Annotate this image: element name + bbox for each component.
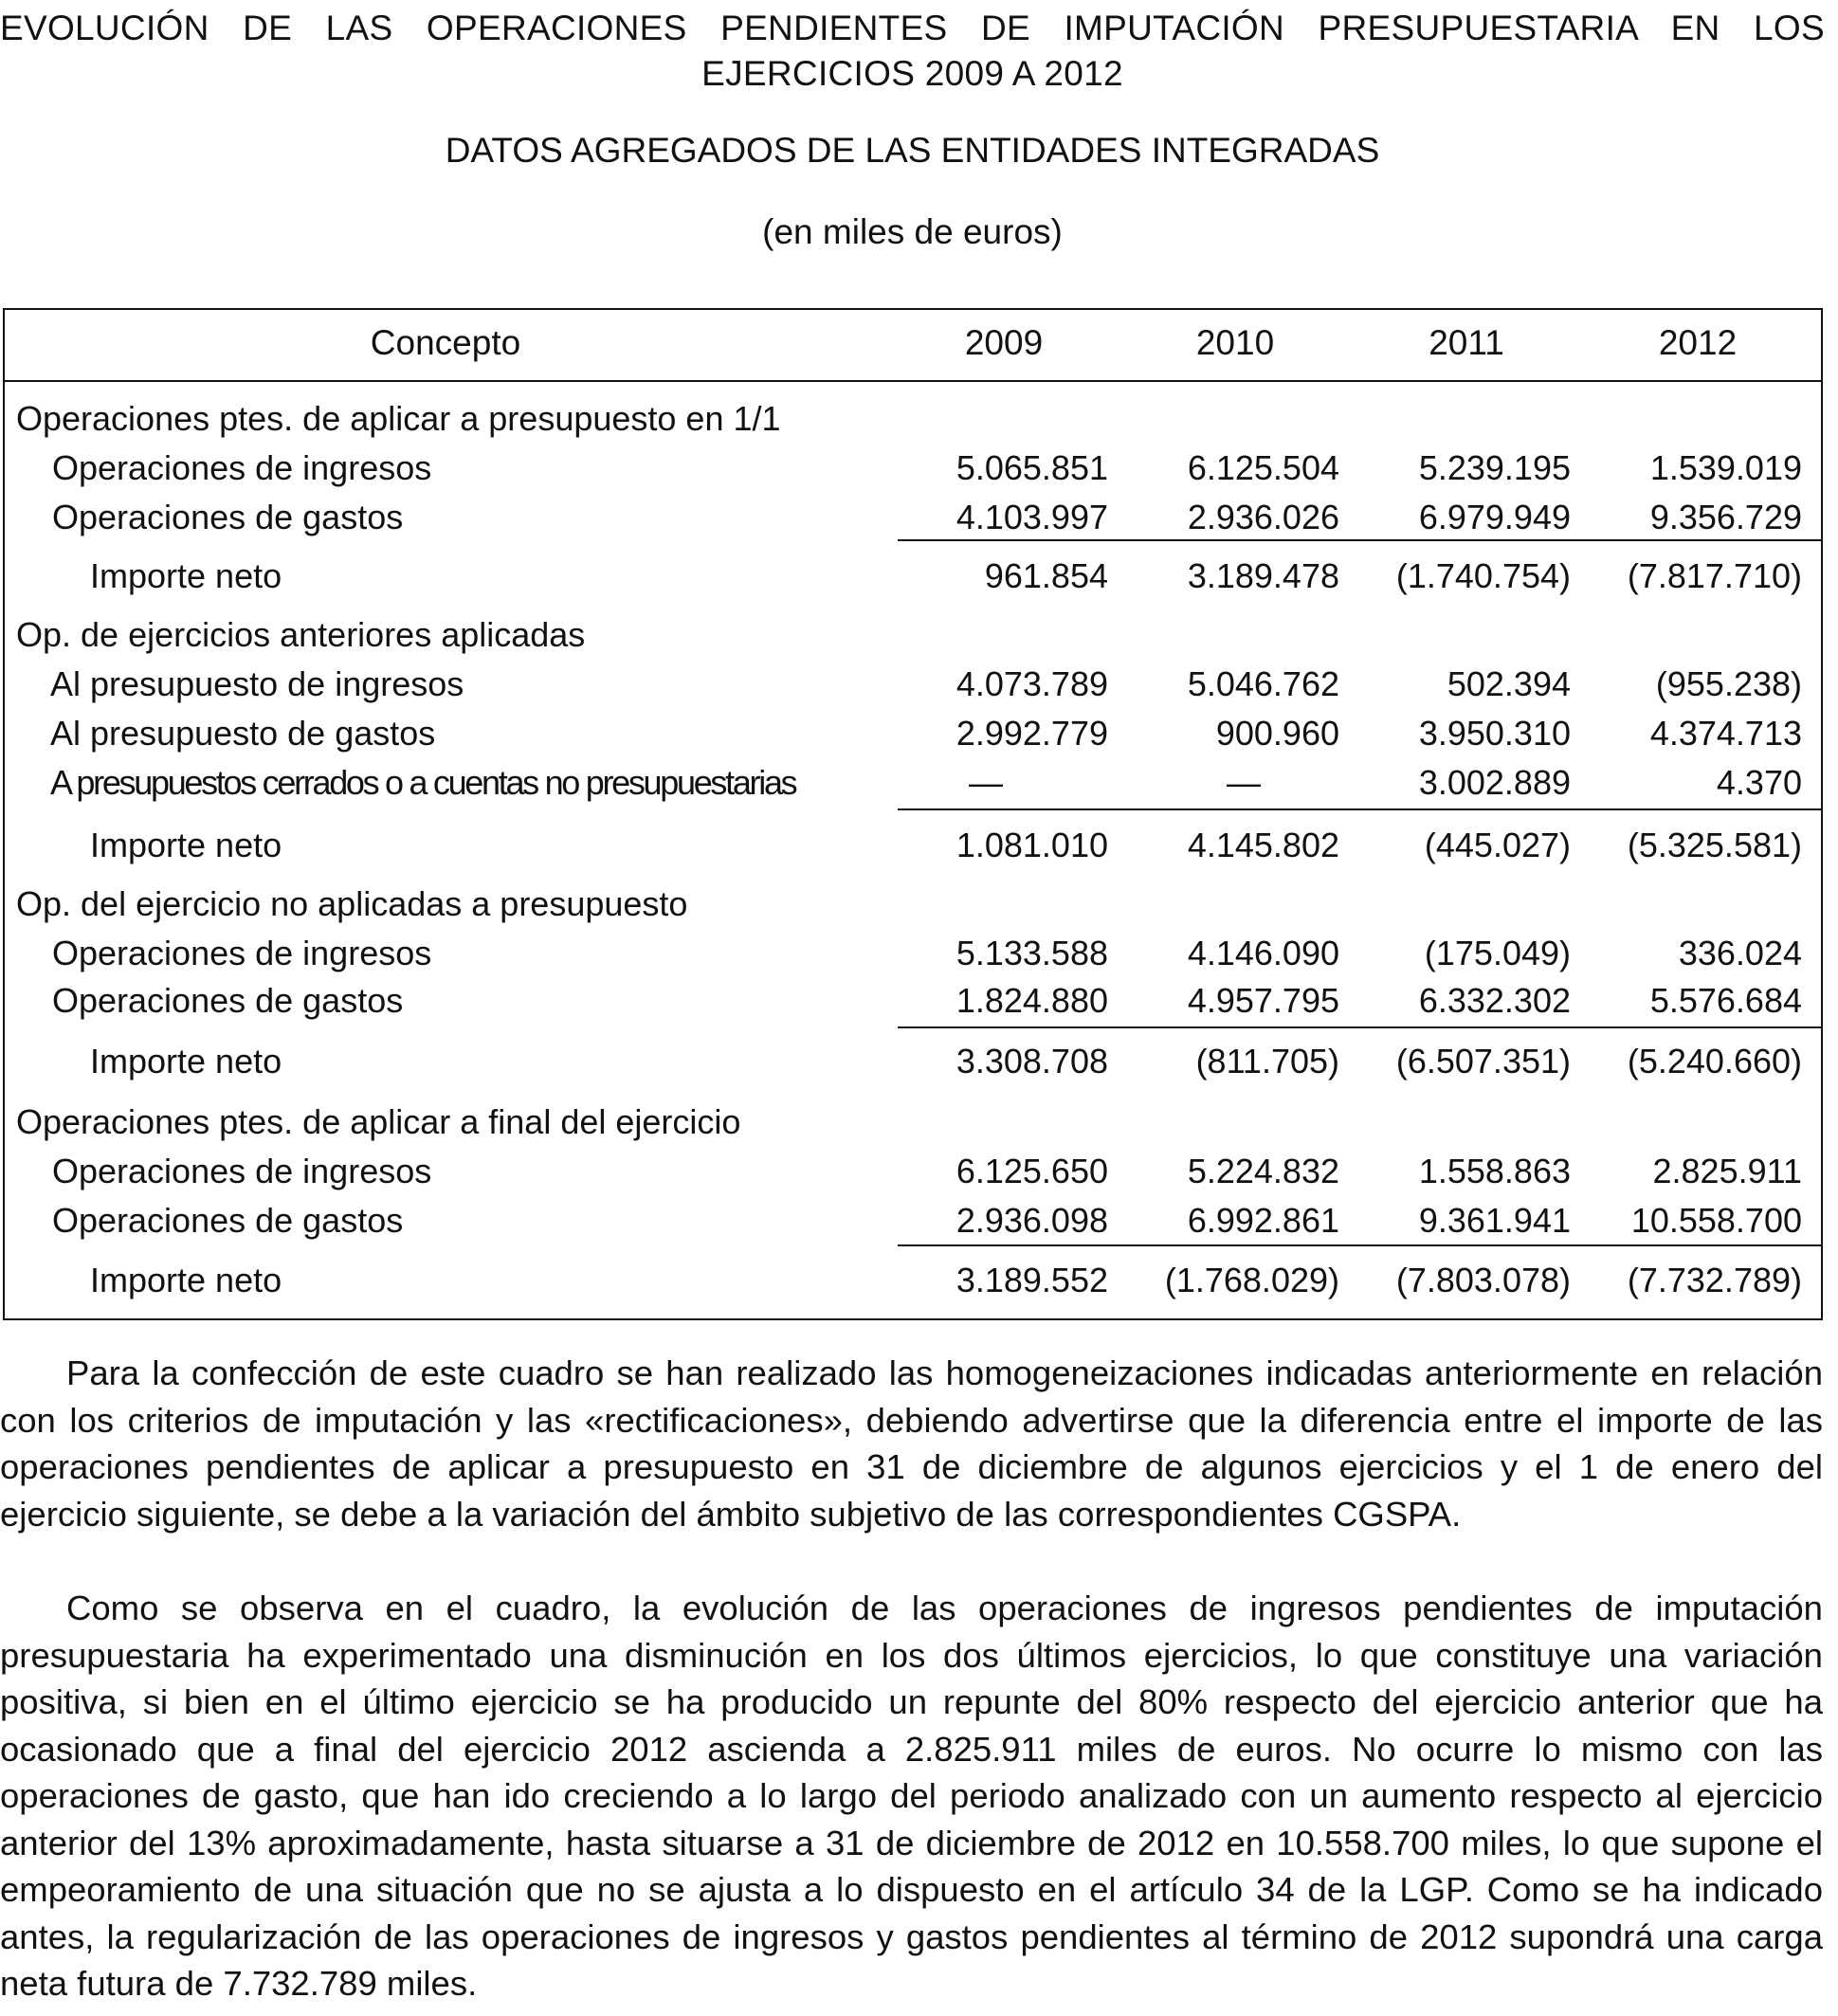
- cell-2010: 2.936.026: [1187, 498, 1339, 536]
- cell-2012: (5.240.660): [1627, 1042, 1802, 1081]
- cell-2012: (7.817.710): [1627, 556, 1802, 595]
- cell-2011: 502.394: [1447, 664, 1571, 703]
- table-row: [5, 714, 1821, 763]
- cell-2009: —: [969, 763, 1003, 802]
- table-row-section: [5, 615, 1821, 664]
- cell-2011: 6.979.949: [1418, 498, 1571, 536]
- header-concepto: Concepto: [370, 323, 521, 362]
- cell-2012: 2.825.911: [1652, 1152, 1802, 1190]
- table-row-section: [5, 884, 1821, 934]
- table-row: [5, 448, 1821, 498]
- body-paragraph: Para la confección de este cuadro se han realizado las homogeneizaciones indicadas anteriormente en relación con los criterios de imputación y las «rectificaciones», debiendo advertirse que la diferencia entre el importe de las operaciones pendientes de aplicar a presupuesto en 31 de diciembre de algunos ejercicios y el 1 de enero del ejercicio siguiente, se debe a la variación del ámbito subjetivo de las correspondientes CGSPA.: [0, 1353, 1823, 1534]
- row-label: Operaciones de ingresos: [52, 934, 432, 972]
- subtotal-rule: [898, 539, 1823, 541]
- subtotal-rule: [898, 1244, 1823, 1246]
- cell-2010: —: [1227, 763, 1261, 802]
- row-label: Operaciones ptes. de aplicar a final del ejercicio: [16, 1102, 741, 1141]
- cell-2011: (175.049): [1424, 934, 1571, 972]
- row-label: Operaciones de ingresos: [52, 1152, 432, 1190]
- table-row: [5, 763, 1821, 812]
- cell-2010: (811.705): [1195, 1042, 1339, 1081]
- row-label: Operaciones ptes. de aplicar a presupuesto en 1/1: [16, 399, 781, 438]
- body-paragraph: Como se observa en el cuadro, la evolución de las operaciones de ingresos pendientes de imputación presupuestaria ha experimentado una disminución en los dos últimos ejercicios, lo que constituye una variación positiva, si bien en el último ejercicio se ha producido un repunte del 80% respecto del ejercicio anterior que ha ocasionado que a final del ejercicio 2012 ascienda a 2.825.911 miles de euros. No ocurre lo mismo con las operaciones de gasto, que han ido creciendo a lo largo del periodo analizado con un aumento respecto al ejercicio anterior del 13% aproximadamente, hasta situarse a 31 de diciembre de 2012 en 10.558.700 miles, lo que supone el empeoramiento de una situación que no se ajusta a lo dispuesto en el artículo 34 de la LGP. Como se ha indicado antes, la regularización de las operaciones de ingresos y gastos pendientes al término de 2012 supondrá una carga neta futura de 7.732.789 miles.: [0, 1589, 1823, 2003]
- row-label: Operaciones de gastos: [52, 1201, 404, 1240]
- table-row-section: [5, 1102, 1821, 1152]
- subtotal-rule: [898, 1026, 1823, 1028]
- row-label: Al presupuesto de ingresos: [50, 664, 464, 703]
- table-row: [5, 1201, 1821, 1250]
- cell-2010: (1.768.029): [1164, 1261, 1339, 1299]
- cell-2012: 10.558.700: [1630, 1201, 1802, 1240]
- table-row-section: [5, 399, 1821, 448]
- cell-2012: 336.024: [1678, 934, 1802, 972]
- cell-2011: 5.239.195: [1418, 448, 1571, 487]
- header-divider: [5, 380, 1821, 382]
- cell-2009: 961.854: [984, 556, 1108, 595]
- cell-2009: 3.308.708: [955, 1042, 1108, 1081]
- cell-2010: 4.957.795: [1187, 981, 1339, 1020]
- row-label: Op. del ejercicio no aplicadas a presupuesto: [16, 884, 688, 923]
- cell-2011: (1.740.754): [1395, 556, 1571, 595]
- cell-2009: 5.065.851: [955, 448, 1108, 487]
- table-row-total: [5, 1042, 1821, 1091]
- subtotal-rule: [898, 808, 1823, 810]
- header-2010: 2010: [1195, 323, 1275, 362]
- row-label: Al presupuesto de gastos: [50, 714, 436, 753]
- cell-2009: 2.936.098: [955, 1201, 1108, 1240]
- table-row: [5, 1152, 1821, 1201]
- cell-2011: (6.507.351): [1395, 1042, 1571, 1081]
- cell-2011: 3.002.889: [1418, 763, 1571, 802]
- table-row: [5, 664, 1821, 714]
- cell-2009: 4.103.997: [955, 498, 1108, 536]
- table-row: [5, 934, 1821, 983]
- row-label: Operaciones de ingresos: [52, 448, 432, 487]
- header-2009: 2009: [964, 323, 1044, 362]
- table-row-total: [5, 556, 1821, 606]
- units-note: (en miles de euros): [762, 212, 1063, 251]
- cell-2012: (7.732.789): [1627, 1261, 1802, 1299]
- row-label: A presupuestos cerrados o a cuentas no presupuestarias: [50, 763, 796, 802]
- summary-table: [3, 308, 1823, 1320]
- cell-2011: (7.803.078): [1395, 1261, 1571, 1299]
- table-row-total: [5, 1261, 1821, 1310]
- header-2012: 2012: [1658, 323, 1738, 362]
- row-label: Operaciones de gastos: [52, 498, 404, 536]
- row-label: Importe neto: [90, 826, 282, 864]
- cell-2009: 6.125.650: [955, 1152, 1108, 1190]
- row-label: Importe neto: [90, 1261, 282, 1299]
- cell-2010: 3.189.478: [1187, 556, 1339, 595]
- document-title: EVOLUCIÓN DE LAS OPERACIONES PENDIENTES DE IMPUTACIÓN PRESUPUESTARIA EN LOS EJERCICIOS 2009 A 2012: [0, 9, 1825, 93]
- row-label: Op. de ejercicios anteriores aplicadas: [16, 615, 586, 654]
- document-subtitle: DATOS AGREGADOS DE LAS ENTIDADES INTEGRADAS: [445, 131, 1380, 170]
- table-row-total: [5, 826, 1821, 875]
- cell-2011: (445.027): [1424, 826, 1571, 864]
- row-label: Operaciones de gastos: [52, 981, 404, 1020]
- cell-2012: 4.374.713: [1649, 714, 1802, 753]
- cell-2012: (5.325.581): [1627, 826, 1802, 864]
- cell-2012: 5.576.684: [1649, 981, 1802, 1020]
- cell-2012: 4.370: [1716, 763, 1802, 802]
- cell-2009: 5.133.588: [955, 934, 1108, 972]
- cell-2010: 6.125.504: [1187, 448, 1339, 487]
- header-2011: 2011: [1429, 323, 1504, 362]
- cell-2010: 900.960: [1215, 714, 1339, 753]
- row-label: Importe neto: [90, 556, 282, 595]
- cell-2009: 1.081.010: [955, 826, 1108, 864]
- cell-2009: 1.824.880: [955, 981, 1108, 1020]
- cell-2012: (955.238): [1655, 664, 1802, 703]
- cell-2010: 5.224.832: [1187, 1152, 1339, 1190]
- cell-2009: 4.073.789: [955, 664, 1108, 703]
- cell-2010: 4.146.090: [1187, 934, 1339, 972]
- row-label: Importe neto: [90, 1042, 282, 1081]
- cell-2009: 2.992.779: [955, 714, 1108, 753]
- cell-2011: 3.950.310: [1418, 714, 1571, 753]
- cell-2012: 1.539.019: [1649, 448, 1802, 487]
- cell-2009: 3.189.552: [955, 1261, 1108, 1299]
- cell-2010: 5.046.762: [1187, 664, 1339, 703]
- cell-2012: 9.356.729: [1649, 498, 1802, 536]
- cell-2011: 6.332.302: [1418, 981, 1571, 1020]
- cell-2011: 9.361.941: [1418, 1201, 1571, 1240]
- cell-2010: 4.145.802: [1187, 826, 1339, 864]
- table-row: [5, 981, 1821, 1030]
- cell-2010: 6.992.861: [1187, 1201, 1339, 1240]
- cell-2011: 1.558.863: [1418, 1152, 1571, 1190]
